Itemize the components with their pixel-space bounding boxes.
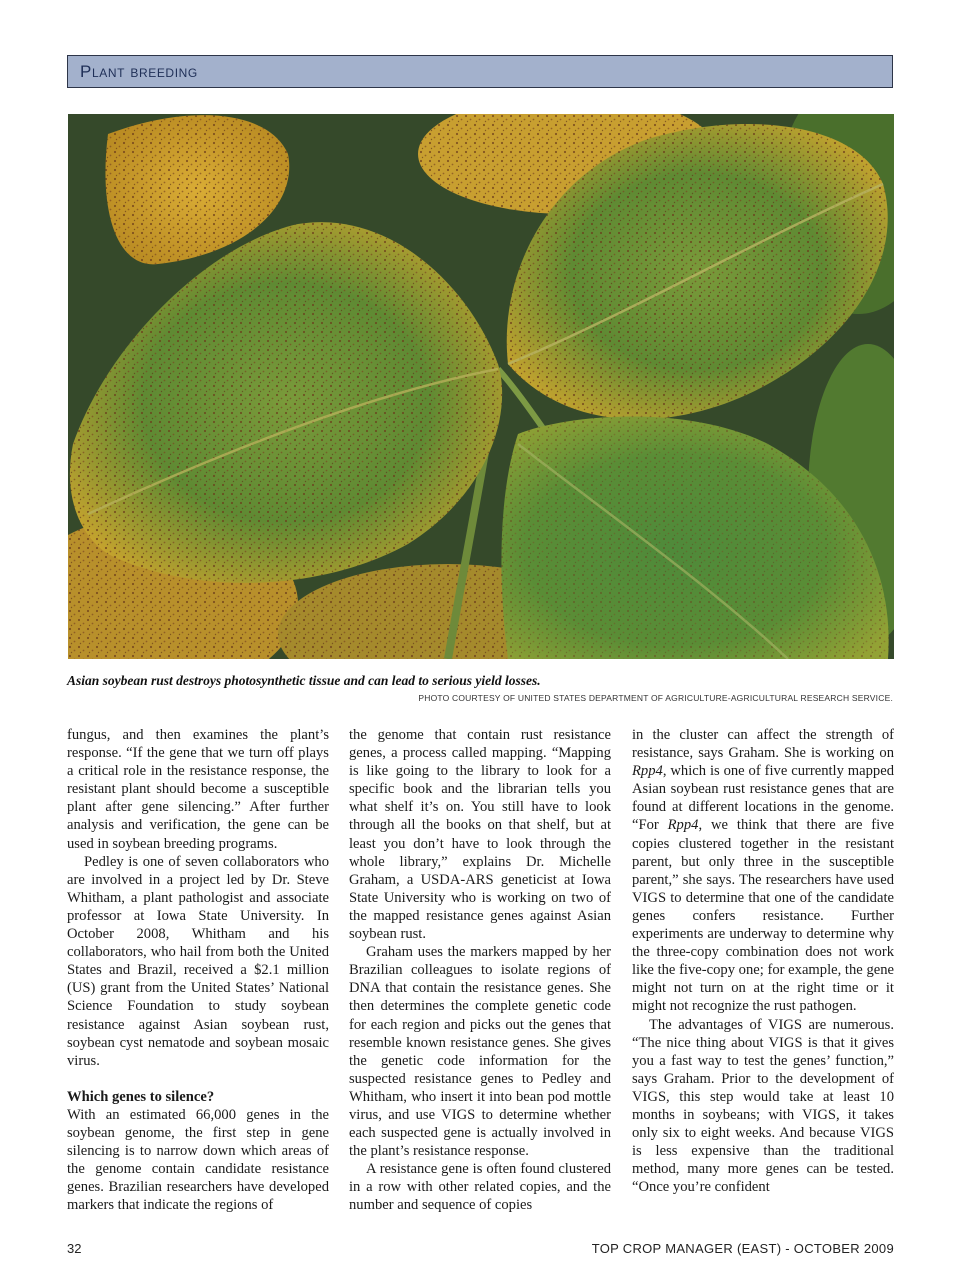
section-title: Plant breeding bbox=[80, 62, 198, 81]
magazine-footer: TOP CROP MANAGER (EAST) - OCTOBER 2009 bbox=[591, 1241, 894, 1256]
page-number: 32 bbox=[67, 1241, 82, 1256]
article-column-1 bbox=[67, 726, 329, 1214]
paragraph: The advantages of VIGS are numerous. “The nice thing about VIGS is that it gives you a fast way to test the genes’ function,” says Graham. Prior to the development of VIGS, this step would take at least 10 months in soybeans; with VIGS, it takes only six to eight weeks. And because VIGS is less expensive than the traditional method, many more genes can be tested. “Once you’re confident bbox=[632, 1016, 894, 1196]
photo-credit: PHOTO COURTESY OF UNITED STATES DEPARTMENT OF AGRICULTURE-AGRICULTURAL RESEARCH SERVICE. bbox=[418, 693, 893, 703]
paragraph: A resistance gene is often found clustered in a row with other related copies, and the number and sequence of copies bbox=[349, 1161, 611, 1214]
paragraph: the genome that contain rust resistance genes, a process called mapping. “Mapping is like going to the library to look for a specific book and the librarian tells you what shelf it’s on. You still have to look through all the books on that shelf, but at least you don’t have to look through the whole library,” explains Dr. Michelle Graham, a USDA-ARS geneticist at Iowa State University who is working on two of the mapped resistance genes against Asian soybean rust. bbox=[349, 727, 611, 943]
subheading: Which genes to silence? bbox=[67, 1088, 215, 1105]
paragraph: With an estimated 66,000 genes in the soybean genome, the first step in gene silencing is to narrow down which areas of the genome contain candidate resistance genes. Brazilian researchers have developed markers that indicate the regions of bbox=[67, 1106, 329, 1214]
paragraph: Pedley is one of seven collaborators who are involved in a project led by Dr. Steve Whitham, a plant pathologist and associate professor at Iowa State University. In October 2008, Whitham and his collaborators, who hail from both the United States and Brazil, received a $2.1 million (US) grant from the United States’ National Science Foundation to study soybean resistance against Asian soybean rust, soybean cyst nematode and soybean mosaic virus. bbox=[67, 853, 329, 1069]
gene-name: Rpp4 bbox=[667, 817, 699, 834]
paragraph: fungus, and then examines the plant’s response. “If the gene that we turn off plays a critical role in the resistance response, the resistant plant should become a susceptible plant after gene silencing.” After further analysis and verification, the gene can be used in soybean breeding programs. bbox=[67, 727, 329, 852]
section-header-bar bbox=[67, 55, 893, 88]
paragraph bbox=[632, 726, 894, 1016]
soybean-rust-photo bbox=[68, 114, 894, 659]
paragraph: Graham uses the markers mapped by her Brazilian colleagues to isolate regions of DNA that contain the resistance genes. She then determines the complete genetic code for each region and picks out the genes that resemble known resistance genes. She gives the genetic code information for the suspected resistance genes to Pedley and Whitham, who insert it into bean pod mottle virus, and use VIGS to determine whether each suspected gene is actually involved in the plant’s resistance response. bbox=[349, 944, 611, 1160]
text-run: , we think that there are five copies clustered together in the resistant parent, but only three in the susceptible parent,” she says. The researchers have used VIGS to determine that one of the candidate genes confers resistance. Further experiments are underway to determine why the three-copy combination does not work like the five-copy one; for example, the gene might not turn on at the right time or it might not recognize the rust pathogen. bbox=[632, 817, 894, 1015]
text-run: in the cluster can affect the strength of resistance, says Graham. She is working on bbox=[632, 727, 894, 762]
article-column-3 bbox=[632, 726, 894, 1196]
article-column-2 bbox=[349, 726, 611, 1215]
text-run: , which is one of five currently mapped Asian soybean rust resistance genes that are found at different locations in the genome. “For bbox=[632, 763, 894, 834]
photo-caption: Asian soybean rust destroys photosynthetic tissue and can lead to serious yield losses. bbox=[67, 673, 541, 688]
gene-name: Rpp4 bbox=[632, 763, 663, 780]
